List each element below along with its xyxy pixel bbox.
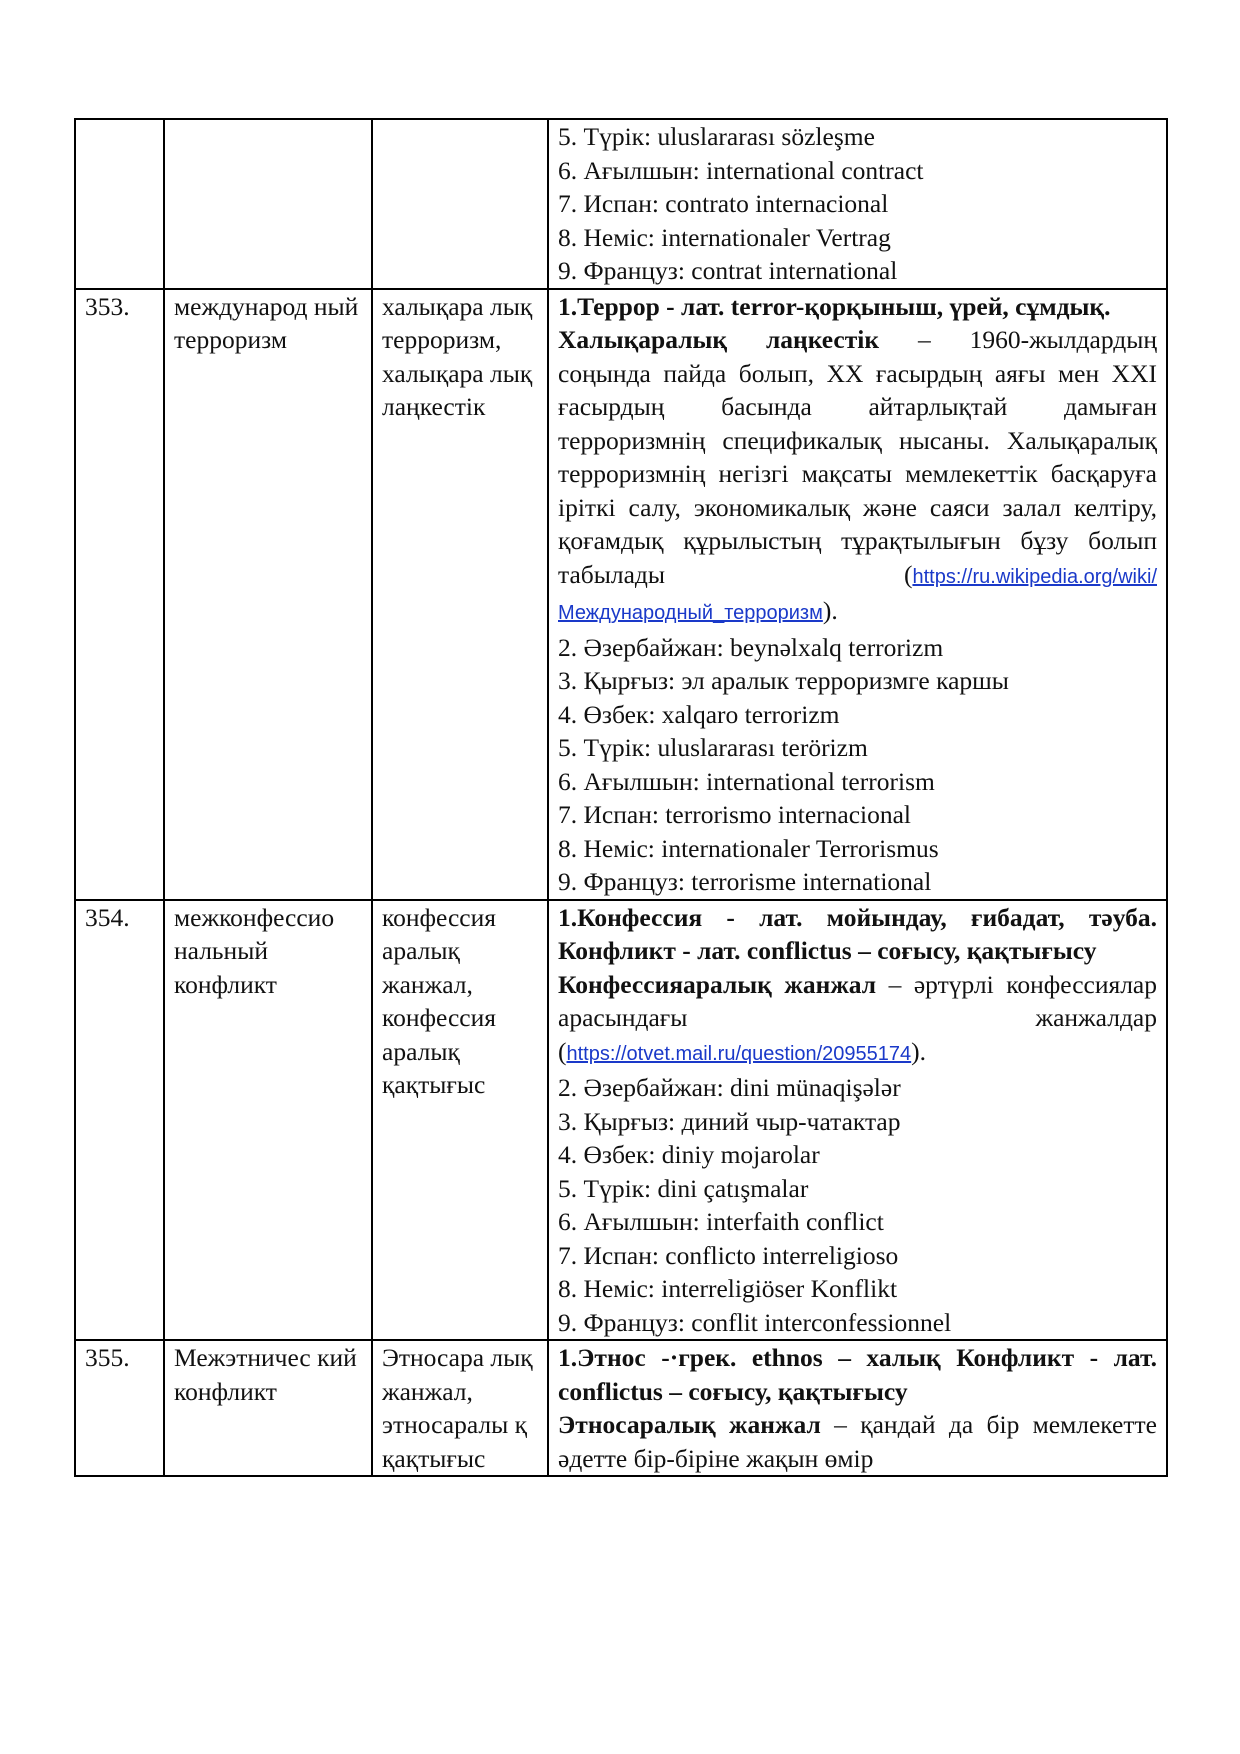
etymology: 1.Конфессия - лат. мойындау, ғибадат, тәуба. Конфликт - лат. conflictus – соғысу, қақтығысу <box>558 902 1157 965</box>
translation-line: 7. Испан: conflicto interreligioso <box>558 1240 899 1270</box>
russian-term: Межэтничес кий конфликт <box>164 1340 372 1476</box>
entry-number: 354. <box>75 900 164 1341</box>
term-heading: Конфессияаралық жанжал <box>558 969 877 999</box>
translation-line: 5. Түрік: uluslararası terörizm <box>558 733 868 762</box>
translation-line: 6. Ағылшын: interfaith conflict <box>558 1207 884 1236</box>
table-row <box>75 1340 1167 1476</box>
definition-body: – қандай да бір мемлекетте әдетте бір-біріне жақын өмір <box>558 1410 1157 1473</box>
glossary-table <box>74 118 1168 1477</box>
translation-line: 4. Өзбек: diniy mojarolar <box>558 1140 820 1169</box>
definition-body: – әртүрлі конфессиялар арасындағы жанжалдар ( <box>558 969 1157 1066</box>
etymology: 1.Террор - лат. terror-қорқыныш, үрей, сұмдық. <box>558 291 1111 321</box>
source-link[interactable]: https://otvet.mail.ru/question/20955174 <box>566 1042 912 1065</box>
translation-line: 8. Неміс: interreligiöser Konflikt <box>558 1274 898 1303</box>
kazakh-term <box>372 119 548 289</box>
term-heading: Халықаралық лаңкестік <box>558 325 880 354</box>
table-row <box>75 119 1167 289</box>
table-row <box>75 900 1167 1341</box>
translation-line: 7. Испан: contrato internacional <box>558 189 889 218</box>
source-close: ). <box>911 1036 927 1066</box>
definition-text <box>558 901 1157 1072</box>
translation-line: 9. Француз: terrorisme international <box>558 867 932 896</box>
kazakh-term: конфессия аралық жанжал, конфессия аралық қақтығыс <box>372 900 548 1341</box>
translation-line: 9. Француз: contrat international <box>558 256 898 285</box>
kazakh-term: Этносара лық жанжал, этносаралы қ қақтығыс <box>372 1340 548 1476</box>
definition-cell <box>548 900 1167 1341</box>
translation-line: 9. Француз: conflit interconfessionnel <box>558 1307 952 1337</box>
entry-number: 355. <box>75 1340 164 1476</box>
translation-line: 6. Ағылшын: international terrorism <box>558 766 935 796</box>
source-close: ). <box>822 596 838 625</box>
russian-term <box>164 119 372 289</box>
kazakh-term: халықара лық терроризм, халықара лық лаңкестік <box>372 289 548 900</box>
translation-line: 3. Қырғыз: диний чыр-чатактар <box>558 1106 901 1136</box>
translation-line: 2. Әзербайжан: beynəlxalq terrorizm <box>558 632 944 662</box>
definition-text <box>558 1341 1157 1475</box>
entry-number: 353. <box>75 289 164 900</box>
russian-term: международ ный терроризм <box>164 289 372 900</box>
translation-line: 3. Қырғыз: эл аралык терроризмге каршы <box>558 666 1009 695</box>
source-link[interactable]: https://ru.wikipedia.org/wiki/Международный_терроризм <box>558 565 1157 624</box>
etymology: 1.Этнос -·грек. ethnos – халық Конфликт - лат. conflictus – соғысу, қақтығысу <box>558 1343 1157 1406</box>
definition-cell <box>548 119 1167 289</box>
translation-line: 2. Әзербайжан: dini münaqişələr <box>558 1073 901 1102</box>
definition-cell <box>548 1340 1167 1476</box>
definition-text <box>558 290 1157 631</box>
definition-body: – 1960-жылдардың соңында пайда болып, XX ғасырдың аяғы мен XXI ғасырдың басында айтарлықтай дамыған терроризмнің спецификалық нысаны. Халықаралық терроризмнің негізгі мақсаты мемлекеттік басқаруға іріткі салу, экономикалық және саяси залал келтіру, қоғамдық құрылыстың тұрақтылығын бұзу болып табылады ( <box>558 325 1158 589</box>
table-row <box>75 289 1167 900</box>
translation-line: 8. Неміс: internationaler Vertrag <box>558 222 891 252</box>
translation-line: 7. Испан: terrorismo internacional <box>558 800 912 829</box>
russian-term: межконфессио нальный конфликт <box>164 900 372 1341</box>
translation-line: 5. Түрік: uluslararası sözleşme <box>558 122 875 151</box>
translation-line: 5. Түрік: dini çatışmalar <box>558 1173 809 1203</box>
translation-line: 8. Неміс: internationaler Terrorismus <box>558 833 939 863</box>
entry-number <box>75 119 164 289</box>
translation-line: 4. Өзбек: xalqaro terrorizm <box>558 699 840 729</box>
term-heading: Этносаралық жанжал <box>558 1410 821 1439</box>
definition-cell <box>548 289 1167 900</box>
translation-line: 6. Ағылшын: international contract <box>558 155 924 185</box>
